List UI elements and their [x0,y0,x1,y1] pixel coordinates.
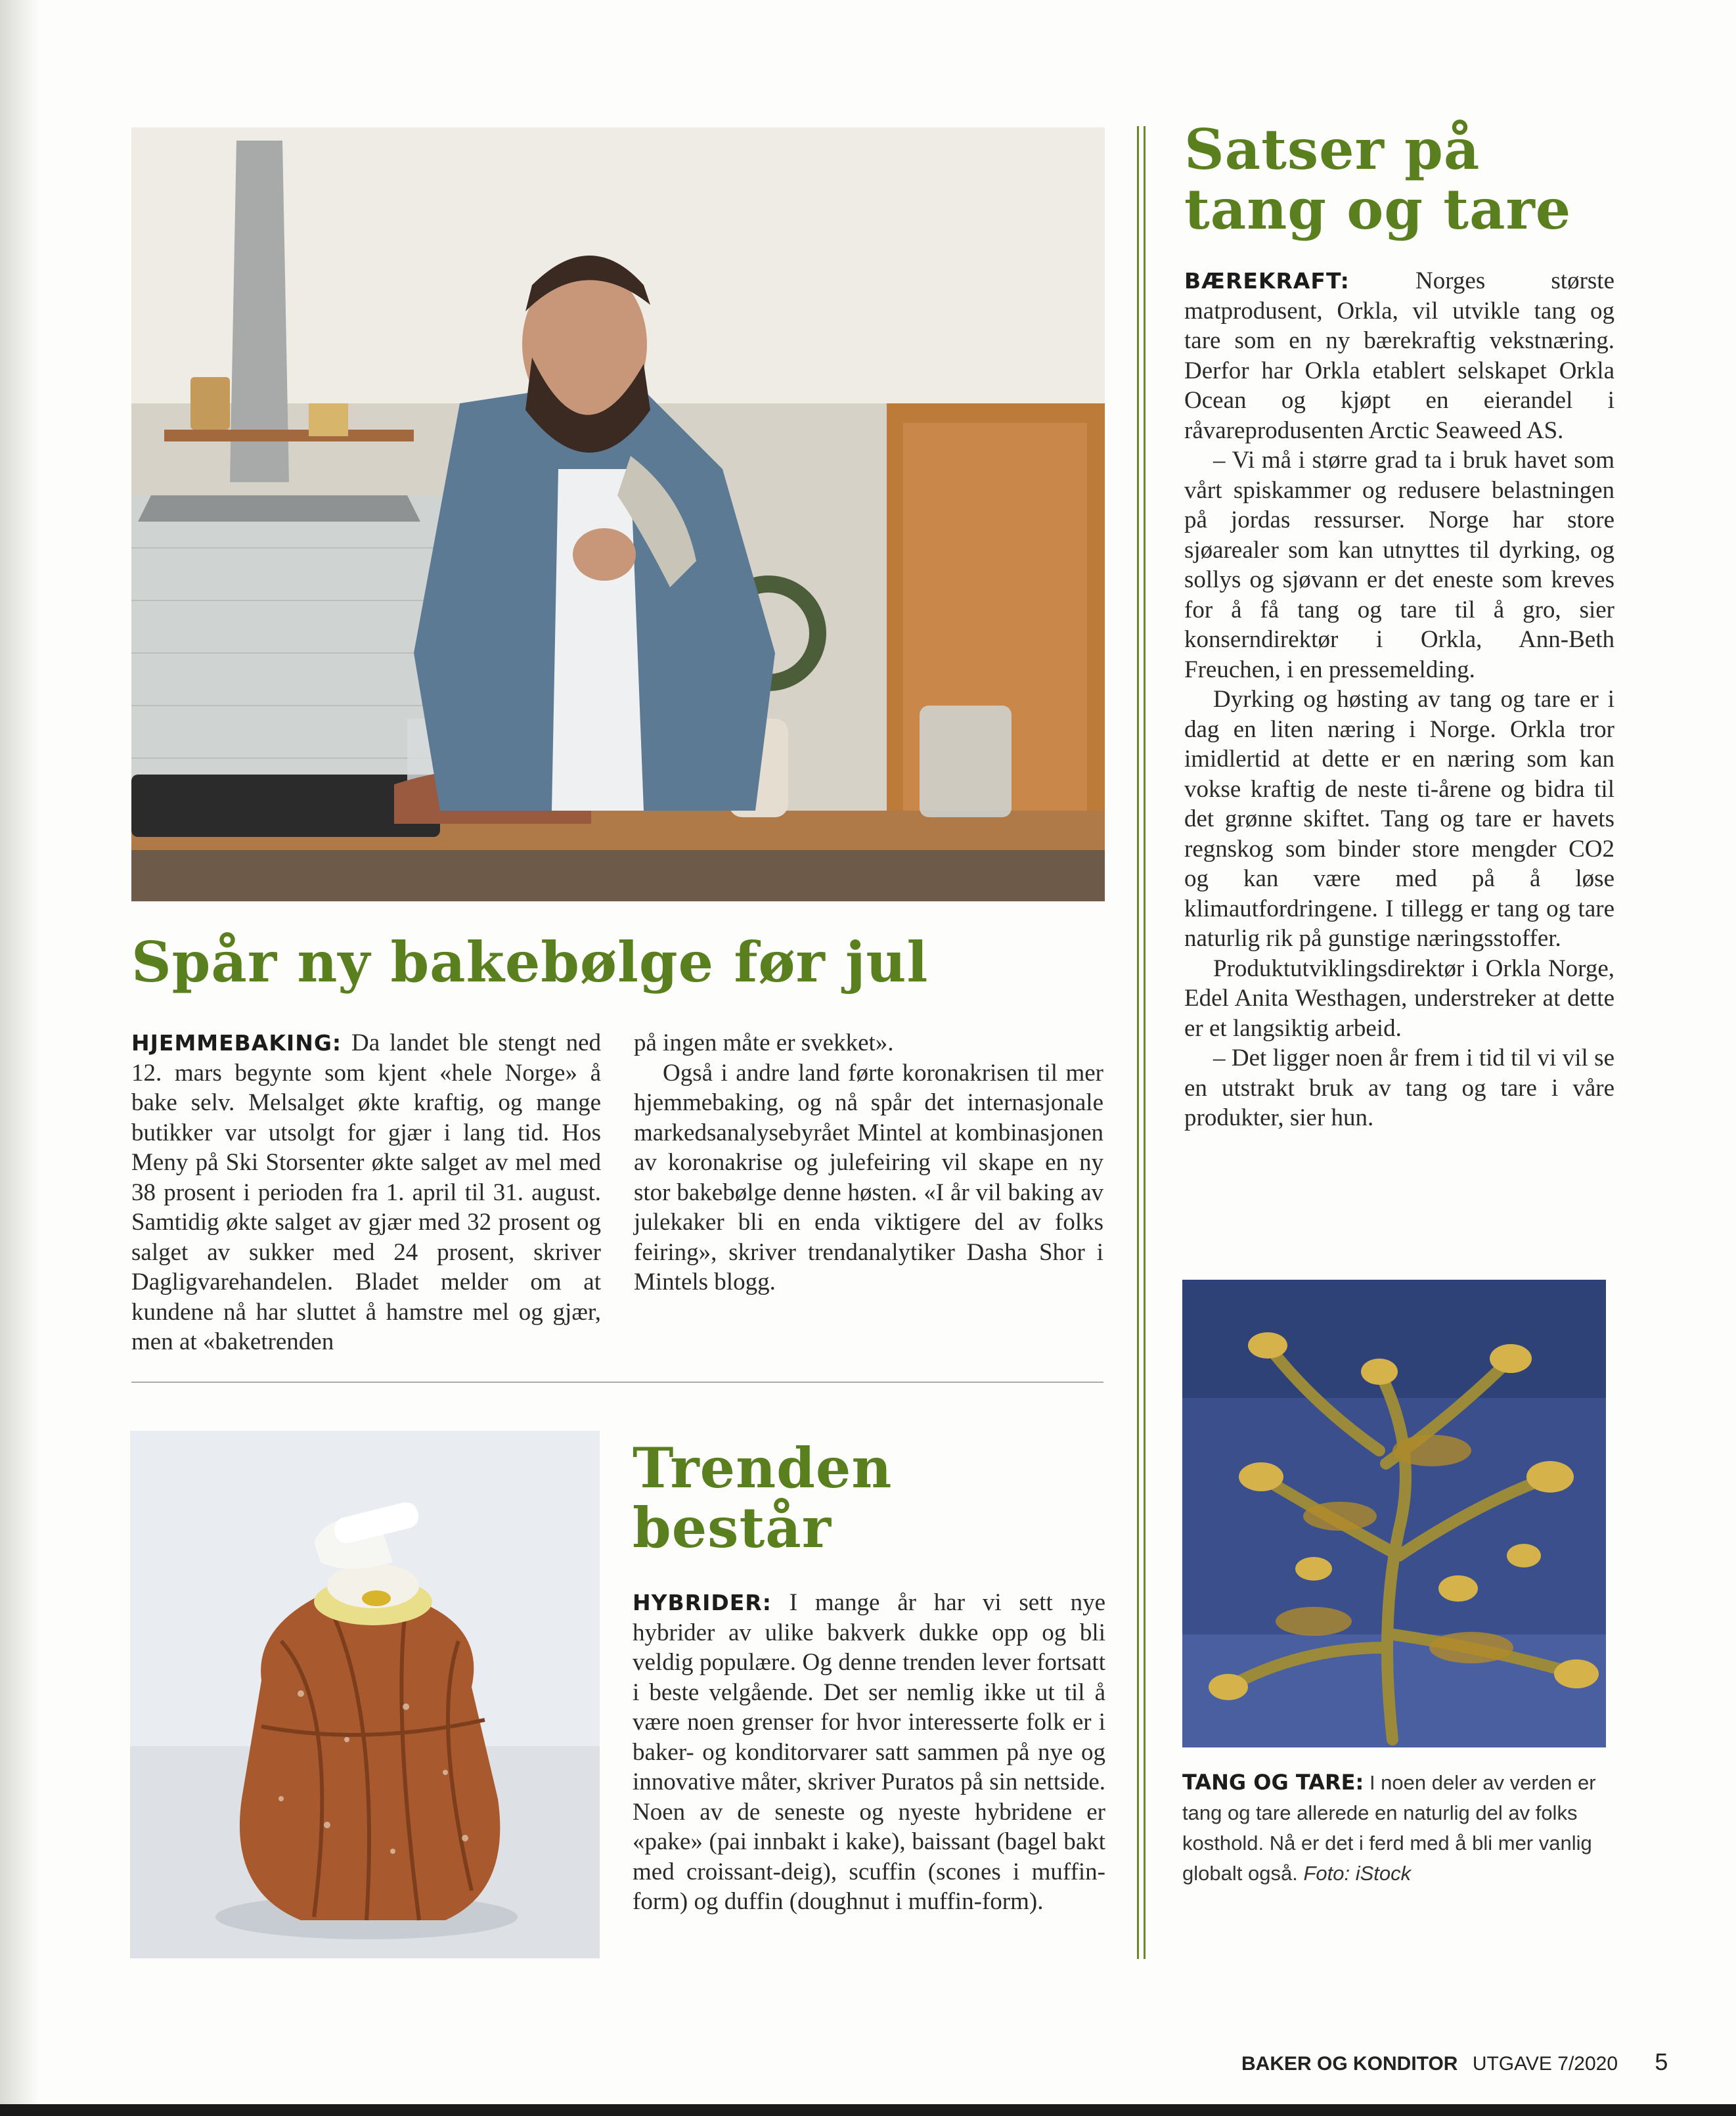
article3-headline-line2: tang og tare [1184,176,1572,242]
page-gutter-shadow [0,0,39,2116]
hybrid-pastry-photo [130,1431,600,1958]
page-number: 5 [1655,2048,1668,2075]
article3-body [1184,266,1614,1133]
article1-column-2 [634,1028,1103,1297]
article2-paragraph: I mange år har vi sett nye hybrider av ulike bakverk dukke opp og bli veldig populære. Og denne trenden lever fortsatt i beste velgående. Det ser nemlig ikke ut til å være noen grenser for hvor interesserte folk er i baker- og konditorvarer satt sammen på nye og innovative måter, skriver Puratos på sin nettside. Noen av de seneste og nyeste hybridene er «pake» (pai innbakt i kake), baissant (bagel bakt med croissant-deig), scuffin (scones i muffin-form) og duffin (doughnut i muffin-form). [633,1589,1105,1915]
column-divider-left [1137,126,1139,1959]
article1-paragraph-1-cont: på ingen måte er svekket». [634,1029,894,1056]
article3-paragraph-1: Norges største matprodusent, Orkla, vil utvikle tang og tare som en ny bærekraftig vekstnæring. Derfor har Orkla etablert selskapet Orkla Ocean og kjøpt en eierandel i råvareprodusenten Arctic Seaweed AS. [1184,267,1614,444]
article3-headline [1184,117,1683,242]
article1-paragraph-1: Da landet ble stengt ned 12. mars begynte som kjent «hele Norge» å bake selv. Melsalget økte kraftig, og mange butikker var utsolgt for gjær i lang tid. Hos Meny på Ski Storsenter økte salget av mel med 38 prosent i perioden fra 1. april til 31. august. Samtidig økte salget av gjær med 32 prosent og salget av sukker med 24 prosent, skriver Dagligvarehandelen. Bladet melder om at kundene nå har sluttet å hamstre mel og gjær, men at «baketrenden [131,1029,601,1355]
seaweed-photo [1182,1280,1606,1747]
article3-paragraph-2: – Vi må i større grad ta i bruk havet som vårt spiskammer og redusere belastningen på jordas ressurser. Norge har store sjøarealer som kan utnyttes til dyrking, og sollys og sjøvann er det eneste som kreves for å få tang og tare til å gro, sier konserndirektør i Orkla, Ann-Beth Freuchen, i en pressemelding. [1184,447,1614,683]
article1-lead: HJEMMEBAKING: [131,1030,342,1056]
article2-lead: HYBRIDER: [633,1590,772,1615]
section-divider [131,1382,1103,1383]
article3-paragraph-3: Dyrking og høsting av tang og tare er i dag en liten næring i Norge. Orkla tror imidlertid at dette er en næring som kan vokse kraftig de neste ti-årene og bidra til det grønne skiftet. Tang og tare er havets regnskog som binder store mengder CO2 og kan være med på å løse klimautfordringene. I tillegg er tang og tare naturlig rik på gunstige næringsstoffer. [1184,686,1614,952]
article3-headline-line1: Satser på [1184,117,1480,182]
article2-headline [633,1435,1092,1560]
column-divider-right [1144,126,1146,1959]
article1-headline: Spår ny bakebølge før jul [131,930,929,995]
caption-text: I noen deler av verden er tang og tare allerede en naturlig del av folks kosthold. Nå er det i ferd med å bli mer vanlig globalt også. [1182,1771,1596,1885]
article1-paragraph-2: Også i andre land førte koronakrisen til mer hjemmebaking, og nå spår det internasjonale markedsanalysebyrået Mintel at kombinasjonen av koronakrise og julefeiring vil skape en ny stor bakebølge denne høsten. «I år vil baking av julekaker bli en enda viktigere del av folks feiring», skriver trendanalytiker Dasha Shor i Mintels blogg. [634,1059,1103,1295]
caption-photo-credit: Foto: iStock [1303,1862,1412,1885]
kitchen-baker-photo [131,127,1105,901]
page-bottom-edge [0,2104,1736,2116]
article1-column-1 [131,1028,601,1357]
article2-body [633,1588,1105,1917]
page-footer [1241,2048,1668,2076]
article2-headline-line1: Trenden [633,1435,893,1500]
article3-lead: BÆREKRAFT: [1184,268,1350,294]
footer-issue: UTGAVE 7/2020 [1472,2053,1618,2075]
footer-magazine-name: BAKER OG KONDITOR [1241,2053,1458,2075]
caption-lead: TANG OG TARE: [1182,1770,1364,1795]
seaweed-caption [1182,1767,1609,1889]
article3-paragraph-5: – Det ligger noen år frem i tid til vi vil se en utstrakt bruk av tang og tare i våre produkter, sier hun. [1184,1045,1614,1131]
article3-paragraph-4: Produktutviklingsdirektør i Orkla Norge, Edel Anita Westhagen, understreker at dette er et langsiktig arbeid. [1184,955,1614,1042]
article2-headline-line2: består [633,1495,832,1560]
